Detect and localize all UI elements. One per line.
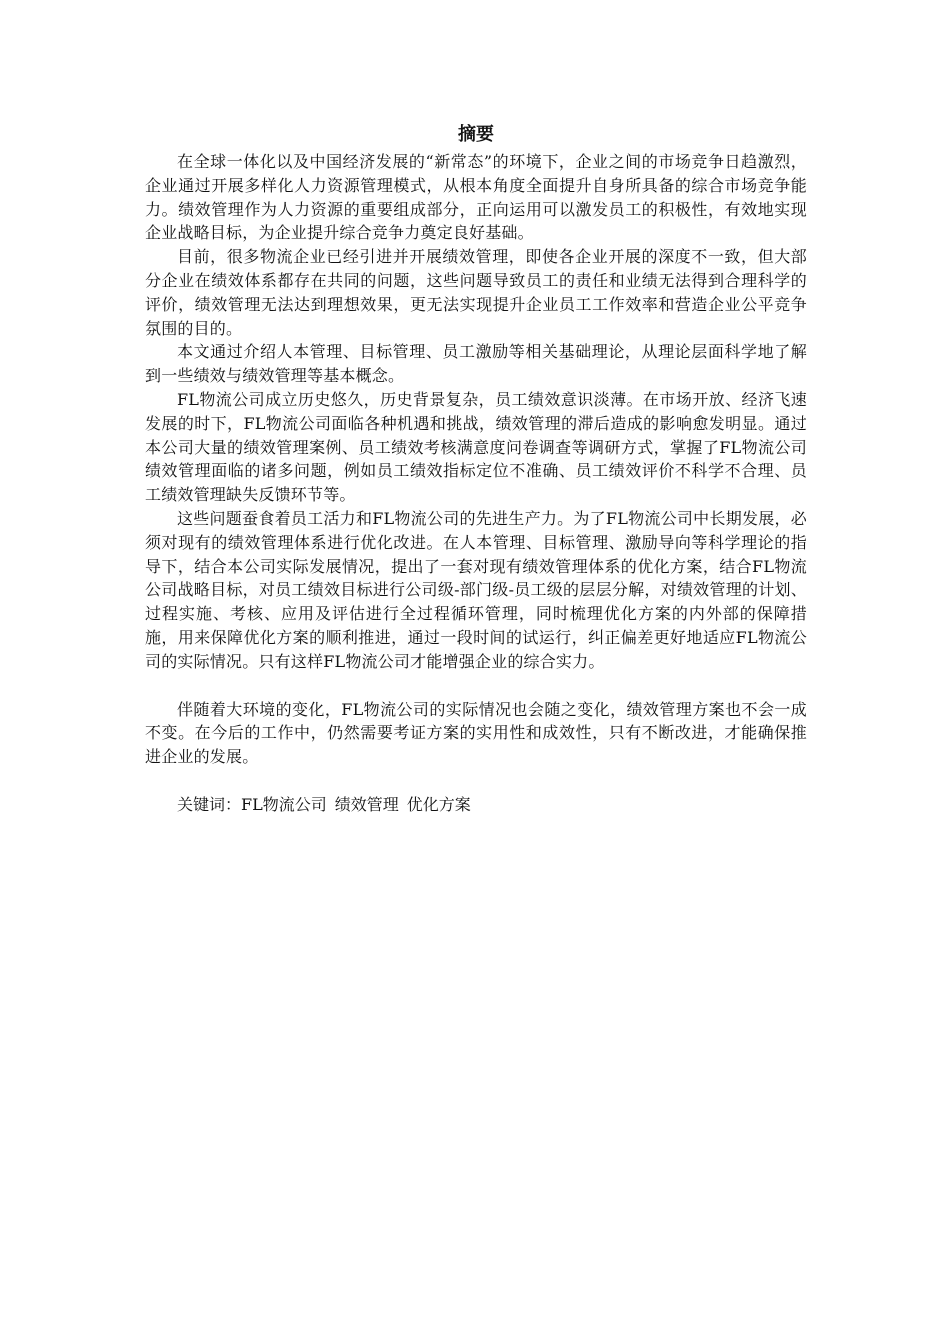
keyword-3: 优化方案 xyxy=(406,794,471,814)
abstract-section xyxy=(145,122,807,817)
keywords-line xyxy=(145,793,807,817)
keywords-label: 关键词： xyxy=(177,794,242,814)
paragraph-spacer xyxy=(145,769,807,793)
abstract-paragraph-5: 这些问题蚕食着员工活力和FL物流公司的先进生产力。为了FL物流公司中长期发展，必须对现有的绩效管理体系进行优化改进。在人本管理、目标管理、激励导向等科学理论的指导下，结合本公司实际发展情况，提出了一套对现有绩效管理体系的优化方案，结合FL物流公司战略目标，对员工绩效目标进行公司级-部门级-员工级的层层分解，对绩效管理的计划、过程实施、考核、应用及评估进行全过程循环管理，同时梳理优化方案的内外部的保障措施，用来保障优化方案的顺利推进，通过一段时间的试运行，纠正偏差更好地适应FL物流公司的实际情况。只有这样FL物流公司才能增强企业的综合实力。 xyxy=(145,508,807,671)
keyword-2: 绩效管理 xyxy=(334,794,399,814)
abstract-title: 摘要 xyxy=(458,124,494,145)
abstract-paragraph-4: FL物流公司成立历史悠久，历史背景复杂，员工绩效意识淡薄。在市场开放、经济飞速发展的时下，FL物流公司面临各种机遇和挑战，绩效管理的滞后造成的影响愈发明显。通过本公司大量的绩效管理案例、员工绩效考核满意度问卷调查等调研方式，掌握了FL物流公司绩效管理面临的诸多问题，例如员工绩效指标定位不准确、员工绩效评价不科学不合理、员工绩效管理缺失反馈环节等。 xyxy=(145,389,807,505)
abstract-paragraph-1: 在全球一体化以及中国经济发展的“新常态”的环境下，企业之间的市场竞争日趋激烈，企业通过开展多样化人力资源管理模式，从根本角度全面提升自身所具备的综合市场竞争能力。绩效管理作为人力资源的重要组成部分，正向运用可以激发员工的积极性，有效地实现企业战略目标，为企业提升综合竞争力奠定良好基础。 xyxy=(145,152,807,243)
keyword-1: FL物流公司 xyxy=(241,794,327,814)
abstract-paragraph-3: 本文通过介绍人本管理、目标管理、员工激励等相关基础理论，从理论层面科学地了解到一些绩效与绩效管理等基本概念。 xyxy=(145,342,807,386)
paragraph-spacer xyxy=(145,674,807,698)
abstract-paragraph-6: 伴随着大环境的变化，FL物流公司的实际情况也会随之变化，绩效管理方案也不会一成不变。在今后的工作中，仍然需要考证方案的实用性和成效性，只有不断改进，才能确保推进企业的发展。 xyxy=(145,699,807,767)
abstract-paragraph-2: 目前，很多物流企业已经引进并开展绩效管理，即使各企业开展的深度不一致，但大部分企业在绩效体系都存在共同的问题，这些问题导致员工的责任和业绩无法得到合理科学的评价，绩效管理无法达到理想效果，更无法实现提升企业员工工作效率和营造企业公平竞争氛围的目的。 xyxy=(145,247,807,338)
